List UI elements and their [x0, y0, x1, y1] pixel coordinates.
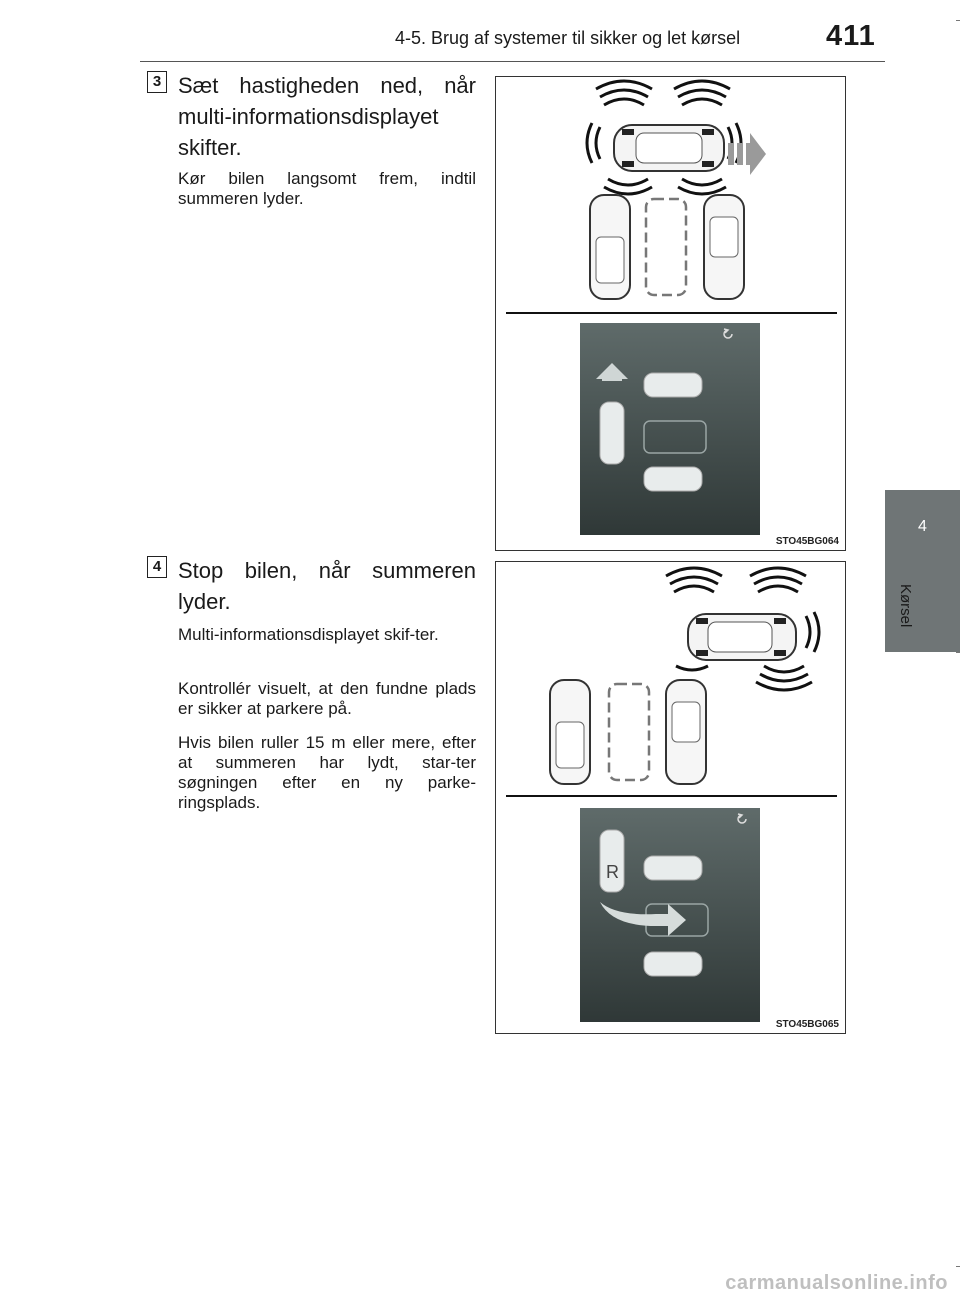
- step-4-paragraph-2: Kontrollér visuelt, at den fundne plads er sikker at parkere på.: [178, 679, 476, 718]
- crop-mark: [956, 1266, 960, 1267]
- page-number: 411: [826, 20, 876, 52]
- figure-step-3: [495, 76, 846, 551]
- step-4-paragraph-1: Multi-informationsdisplayet skif-ter.: [178, 625, 439, 644]
- step-4-paragraph-3: Hvis bilen ruller 15 m eller mere, efter at summeren har lydt, star-ter søgningen efter en ny parke-ringsplads.: [178, 733, 476, 812]
- step-badge-4: 4: [147, 556, 167, 578]
- parking-illustration: [496, 562, 845, 1033]
- side-tab-number: 4: [918, 518, 927, 535]
- figure-code: STO45BG064: [775, 536, 839, 547]
- step-3-paragraph: Kør bilen langsomt frem, indtil summeren lyder.: [178, 169, 476, 208]
- footer-watermark: carmanualsonline.info: [725, 1272, 948, 1294]
- header-title: 4-5. Brug af systemer til sikker og let kørsel: [395, 28, 741, 48]
- step-badge-3: 3: [147, 71, 167, 93]
- reverse-gear-letter: R: [606, 862, 619, 882]
- side-tab-label: Kørsel: [897, 584, 914, 628]
- crop-mark: [956, 20, 960, 21]
- parking-illustration: [496, 77, 845, 550]
- header-rule: [140, 61, 885, 62]
- figure-step-4: [495, 561, 846, 1034]
- step-3-title: Sæt hastigheden ned, når multi-informationsdisplayet skifter.: [178, 73, 476, 160]
- crop-mark: [956, 652, 960, 653]
- figure-code: STO45BG065: [775, 1019, 839, 1030]
- step-4-title: Stop bilen, når summeren lyder.: [178, 558, 476, 614]
